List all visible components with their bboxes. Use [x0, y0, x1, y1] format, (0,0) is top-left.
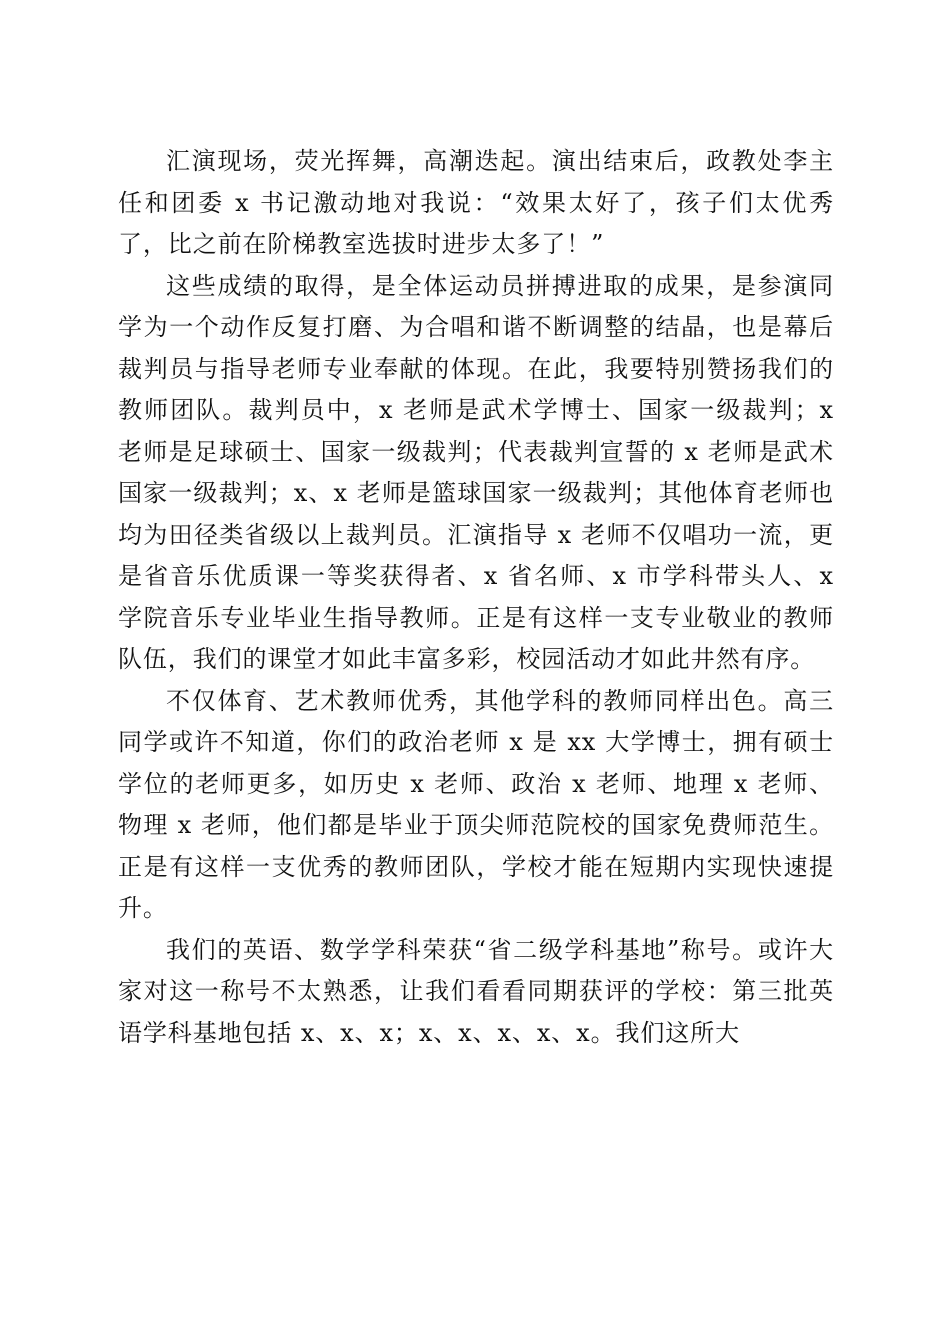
paragraph-2: 这些成绩的取得，是全体运动员拼搏进取的成果，是参演同学为一个动作反复打磨、为合唱和谐不断调整的结晶，也是幕后裁判员与指导老师专业奉献的体现。在此，我要特别赞扬我们的教师团队。裁判员中，x 老师是武术学博士、国家一级裁判；x 老师是足球硕士、国家一级裁判；代表裁判宣誓的 x 老师是武术国家一级裁判；x、x 老师是篮球国家一级裁判；其他体育老师也均为田径类省级以上裁判员。汇演指导 x 老师不仅唱功一流，更是省音乐优质课一等奖获得者、x 省名师、x 市学科带头人、x 学院音乐专业毕业生指导教师。正是有这样一支专业敬业的教师队伍，我们的课堂才如此丰富多彩，校园活动才如此井然有序。 — [118, 271, 834, 673]
document-body — [118, 141, 834, 1054]
paragraph-4: 我们的英语、数学学科荣获“省二级学科基地”称号。或许大家对这一称号不太熟悉，让我们看看同期获评的学校：第三批英语学科基地包括 x、x、x；x、x、x、x、x。我们这所大 — [118, 935, 834, 1047]
paragraph-1: 汇演现场，荧光挥舞，高潮迭起。演出结束后，政教处李主任和团委 x 书记激动地对我说：“效果太好了，孩子们太优秀了，比之前在阶梯教室选拔时进步太多了！” — [118, 147, 834, 258]
paragraph-3: 不仅体育、艺术教师优秀，其他学科的教师同样出色。高三同学或许不知道，你们的政治老师 x 是 xx 大学博士，拥有硕士学位的老师更多，如历史 x 老师、政治 x 老师、地理 x 老师、物理 x 老师，他们都是毕业于顶尖师范院校的国家免费师范生。正是有这样一支优秀的教师团队，学校才能在短期内实现快速提升。 — [118, 686, 834, 922]
